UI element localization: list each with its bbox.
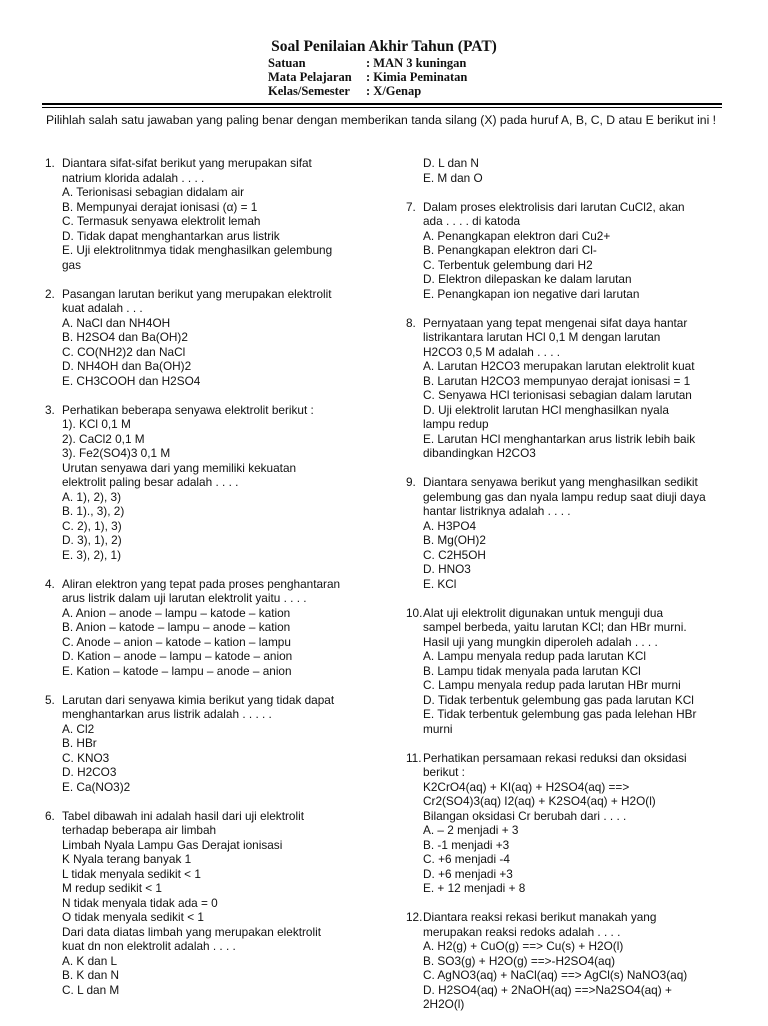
question-number: 11. xyxy=(406,750,422,765)
answer-option: E. Uji elektrolitnmya tidak menghasilkan gelembung xyxy=(62,243,333,257)
question-stem-line: merupakan reaksi redoks adalah . . . . xyxy=(423,924,621,939)
question xyxy=(45,809,380,998)
question-head xyxy=(45,809,380,824)
meta-value: : MAN 3 kuningan xyxy=(366,56,467,70)
question-stem-line: Diantara reaksi rekasi berikut manakah yang xyxy=(423,910,657,924)
question-stem-line: kuat dn non elektrolit adalah . . . . xyxy=(62,939,236,953)
question-number: 12. xyxy=(406,910,423,924)
answer-option: D. Elektron dilepaskan ke dalam larutan xyxy=(423,272,632,286)
answer-option: B. HBr xyxy=(62,736,97,750)
answer-option: B. Mg(OH)2 xyxy=(423,533,486,547)
right-column xyxy=(406,156,726,1026)
question-stem-line: menghantarkan arus listrik adalah . . . . . xyxy=(62,707,272,721)
question-stem-line: 3). Fe2(SO4)3 0,1 M xyxy=(62,446,171,460)
answer-option: C. Termasuk senyawa elektrolit lemah xyxy=(62,214,261,228)
answer-option: C. CO(NH2)2 dan NaCl xyxy=(62,344,186,359)
left-column xyxy=(45,156,380,1012)
question xyxy=(406,751,726,896)
answer-option: E. M dan O xyxy=(423,170,483,185)
question-head xyxy=(406,475,726,490)
answer-option: A. – 2 menjadi + 3 xyxy=(423,823,519,837)
question-number: 2. xyxy=(45,286,55,301)
question-stem-line: Diantara sifat-sifat berikut yang merupakan sifat xyxy=(62,156,312,170)
question-stem-line: berikut : xyxy=(423,765,465,779)
question-stem-line: Limbah Nyala Lampu Gas Derajat ionisasi xyxy=(62,837,283,852)
question-stem-line: Aliran elektron yang tepat pada proses penghantaran xyxy=(62,576,341,591)
question-stem-line: gelembung gas dan nyala lampu redup saat diuji daya xyxy=(423,489,706,504)
question-head xyxy=(406,606,726,621)
answer-option: C. L dan M xyxy=(62,982,120,997)
answer-option: B. Anion – katode – lampu – anode – kation xyxy=(62,620,291,634)
question-stem-line: 2). CaCl2 0,1 M xyxy=(62,431,145,446)
answer-option: C. +6 menjadi -4 xyxy=(423,852,510,866)
question-number: 5. xyxy=(45,692,55,707)
answer-option: 2H2O(l) xyxy=(423,997,465,1011)
question-head xyxy=(45,156,380,171)
question xyxy=(406,200,726,302)
question xyxy=(45,577,380,679)
answer-option: D. Tidak dapat menghantarkan arus listrik xyxy=(62,228,280,243)
question xyxy=(406,475,726,591)
question-stem-line: sampel berbeda, yaitu larutan KCl; dan HBr murni. xyxy=(423,620,687,634)
question-head xyxy=(45,287,380,302)
answer-option: D. Tidak terbentuk gelembung gas pada larutan KCl xyxy=(423,692,694,707)
answer-option: lampu redup xyxy=(423,417,489,431)
answer-option: A. Anion – anode – lampu – katode – kation xyxy=(62,605,291,620)
question-stem-line: Pasangan larutan berikut yang merupakan elektrolit xyxy=(62,286,332,301)
meta-label: Satuan xyxy=(268,56,306,70)
question-number: 6. xyxy=(45,808,55,823)
question-stem-line: kuat adalah . . . xyxy=(62,301,143,315)
question-number: 7. xyxy=(406,199,416,214)
answer-option: C. Lampu menyala redup pada larutan HBr murni xyxy=(423,678,681,692)
question-stem-line: hantar listriknya adalah . . . . xyxy=(423,504,571,518)
answer-option: D. HNO3 xyxy=(423,562,471,576)
answer-option: D. NH4OH dan Ba(OH)2 xyxy=(62,359,192,373)
answer-option: murni xyxy=(423,721,453,736)
question-stem-line: K Nyala terang banyak 1 xyxy=(62,852,192,866)
question-stem-line: Pernyataan yang tepat mengenai sifat daya hantar xyxy=(423,315,688,330)
meta-row-satuan xyxy=(268,56,467,70)
answer-option: A. H2(g) + CuO(g) ==> Cu(s) + H2O(l) xyxy=(423,939,624,953)
answer-option: E. Ca(NO3)2 xyxy=(62,779,131,794)
question-stem-line: arus listrik dalam uji larutan elektrolit yaitu . . . . xyxy=(62,591,307,605)
question-number: 10. xyxy=(406,605,423,620)
question-number: 3. xyxy=(45,402,55,417)
answer-option: B. Mempunyai derajat ionisasi (α) = 1 xyxy=(62,199,258,214)
answer-option: A. NaCl dan NH4OH xyxy=(62,315,171,330)
question-stem-line: H2CO3 0,5 M adalah . . . . xyxy=(423,344,561,359)
answer-option: A. H3PO4 xyxy=(423,518,477,533)
meta-value: : Kimia Peminatan xyxy=(366,70,468,84)
header-divider-thick xyxy=(42,103,722,105)
question xyxy=(406,606,726,737)
answer-option: E. KCl xyxy=(423,576,457,591)
answer-option: C. 2), 1), 3) xyxy=(62,518,122,533)
answer-option: D. Uji elektrolit larutan HCl menghasilkan nyala xyxy=(423,402,669,417)
answer-option: A. Lampu menyala redup pada larutan KCl xyxy=(423,649,646,663)
question-stem-line: Tabel dibawah ini adalah hasil dari uji elektrolit xyxy=(62,808,304,823)
answer-option: C. Anode – anion – katode – kation – lampu xyxy=(62,634,291,649)
answer-option: C. Terbentuk gelembung dari H2 xyxy=(423,257,593,272)
question-number: 8. xyxy=(406,315,416,330)
meta-value: : X/Genap xyxy=(366,84,422,98)
question-stem-line: Bilangan oksidasi Cr berubah dari . . . . xyxy=(423,808,627,823)
question-stem-line: Urutan senyawa dari yang memiliki kekuatan xyxy=(62,460,297,475)
question-continuation xyxy=(406,156,726,185)
question xyxy=(406,316,726,461)
answer-option: B. -1 menjadi +3 xyxy=(423,837,510,852)
question-number: 4. xyxy=(45,576,55,591)
page-title: Soal Penilaian Akhir Tahun (PAT) xyxy=(271,38,497,55)
answer-option: D. Kation – anode – lampu – katode – anion xyxy=(62,649,293,663)
question xyxy=(406,910,726,1012)
question-head xyxy=(406,751,726,766)
question xyxy=(45,287,380,389)
answer-option: E. 3), 2), 1) xyxy=(62,547,122,562)
answer-option: A. Penangkapan elektron dari Cu2+ xyxy=(423,228,611,243)
answer-option: B. H2SO4 dan Ba(OH)2 xyxy=(62,330,188,344)
answer-option: C. AgNO3(aq) + NaCl(aq) ==> AgCl(s) NaNO3(aq) xyxy=(423,968,688,982)
question-head xyxy=(45,693,380,708)
answer-option: gas xyxy=(62,257,82,272)
meta-row-mapel xyxy=(268,70,467,84)
answer-option: D. L dan N xyxy=(423,156,479,170)
header-divider-thin xyxy=(42,107,722,108)
question-stem-line: Diantara senyawa berikut yang menghasilkan sedikit xyxy=(423,475,698,489)
question-stem-line: M redup sedikit < 1 xyxy=(62,881,162,895)
answer-option: E. Larutan HCl menghantarkan arus listrik lebih baik xyxy=(423,431,696,446)
answer-option: D. 3), 1), 2) xyxy=(62,533,122,547)
meta-label: Kelas/Semester xyxy=(268,84,350,98)
question-stem-line: N tidak menyala tidak ada = 0 xyxy=(62,895,218,910)
answer-option: D. H2CO3 xyxy=(62,765,117,779)
question-stem-line: Larutan dari senyawa kimia berikut yang tidak dapat xyxy=(62,692,335,707)
question-stem-line: L tidak menyala sedikit < 1 xyxy=(62,866,201,881)
question-stem-line: 1). KCl 0,1 M xyxy=(62,417,131,431)
question-stem-line: Alat uji elektrolit digunakan untuk menguji dua xyxy=(423,605,664,620)
answer-option: A. K dan L xyxy=(62,953,118,968)
question-stem-line: Cr2(SO4)3(aq) I2(aq) + K2SO4(aq) + H2O(l) xyxy=(423,794,656,808)
answer-option: A. Larutan H2CO3 merupakan larutan elektrolit kuat xyxy=(423,359,695,373)
question-stem-line: Hasil uji yang mungkin diperoleh adalah . . . . xyxy=(423,634,658,649)
question-head xyxy=(406,910,726,925)
answer-option: C. KNO3 xyxy=(62,750,110,765)
question-head xyxy=(406,200,726,215)
question-stem-line: O tidak menyala sedikit < 1 xyxy=(62,910,204,924)
answer-option: B. SO3(g) + H2O(g) ==>-H2SO4(aq) xyxy=(423,953,616,968)
answer-option: C. C2H5OH xyxy=(423,547,486,562)
answer-option: B. K dan N xyxy=(62,968,120,982)
answer-option: A. Terionisasi sebagian didalam air xyxy=(62,185,245,199)
question-head xyxy=(45,577,380,592)
answer-option: E. Kation – katode – lampu – anode – anion xyxy=(62,663,292,678)
answer-option: B. Lampu tidak menyala pada larutan KCl xyxy=(423,663,641,678)
question xyxy=(45,156,380,272)
answer-option: E. CH3COOH dan H2SO4 xyxy=(62,373,201,388)
question-head xyxy=(406,316,726,331)
question-stem-line: elektrolit paling besar adalah . . . . xyxy=(62,475,239,489)
question-stem-line: Dalam proses elektrolisis dari larutan CuCl2, akan xyxy=(423,199,685,214)
answer-option: D. H2SO4(aq) + 2NaOH(aq) ==>Na2SO4(aq) + xyxy=(423,982,672,997)
answer-option: B. Larutan H2CO3 mempunyao derajat ionisasi = 1 xyxy=(423,373,691,388)
question-number: 9. xyxy=(406,475,416,489)
exam-meta xyxy=(268,56,467,98)
question xyxy=(45,693,380,795)
question-stem-line: Dari data diatas limbah yang merupakan elektrolit xyxy=(62,924,322,939)
question-stem-line: listrikantara larutan HCl 0,1 M dengan larutan xyxy=(423,330,661,344)
question-stem-line: Perhatikan persamaan rekasi reduksi dan oksidasi xyxy=(423,750,687,765)
answer-option: E. Penangkapan ion negative dari larutan xyxy=(423,286,640,301)
answer-option: A. 1), 2), 3) xyxy=(62,489,122,504)
question-stem-line: natrium klorida adalah . . . . xyxy=(62,170,205,185)
question-head xyxy=(45,403,380,418)
answer-option: B. Penangkapan elektron dari Cl- xyxy=(423,243,597,257)
question-stem-line: terhadap beberapa air limbah xyxy=(62,823,217,837)
answer-option: B. 1)., 3), 2) xyxy=(62,504,125,518)
question-stem-line: ada . . . . di katoda xyxy=(423,214,521,228)
question-stem-line: K2CrO4(aq) + KI(aq) + H2SO4(aq) ==> xyxy=(423,779,630,794)
answer-option: D. +6 menjadi +3 xyxy=(423,866,513,881)
answer-option: C. Senyawa HCl terionisasi sebagian dalam larutan xyxy=(423,388,692,402)
question xyxy=(45,403,380,563)
answer-option: E. Tidak terbentuk gelembung gas pada lelehan HBr xyxy=(423,707,697,721)
meta-row-kelas xyxy=(268,84,467,98)
answer-option: A. Cl2 xyxy=(62,721,95,736)
question-number: 1. xyxy=(45,156,55,170)
instructions: Pilihlah salah satu jawaban yang paling benar dengan memberikan tanda silang (X) pada huruf A, B, C, D atau E berikut ini ! xyxy=(46,113,717,127)
meta-label: Mata Pelajaran xyxy=(268,70,352,84)
question-stem-line: Perhatikan beberapa senyawa elektrolit berikut : xyxy=(62,402,314,417)
answer-option: E. + 12 menjadi + 8 xyxy=(423,881,526,895)
answer-option: dibandingkan H2CO3 xyxy=(423,446,536,460)
